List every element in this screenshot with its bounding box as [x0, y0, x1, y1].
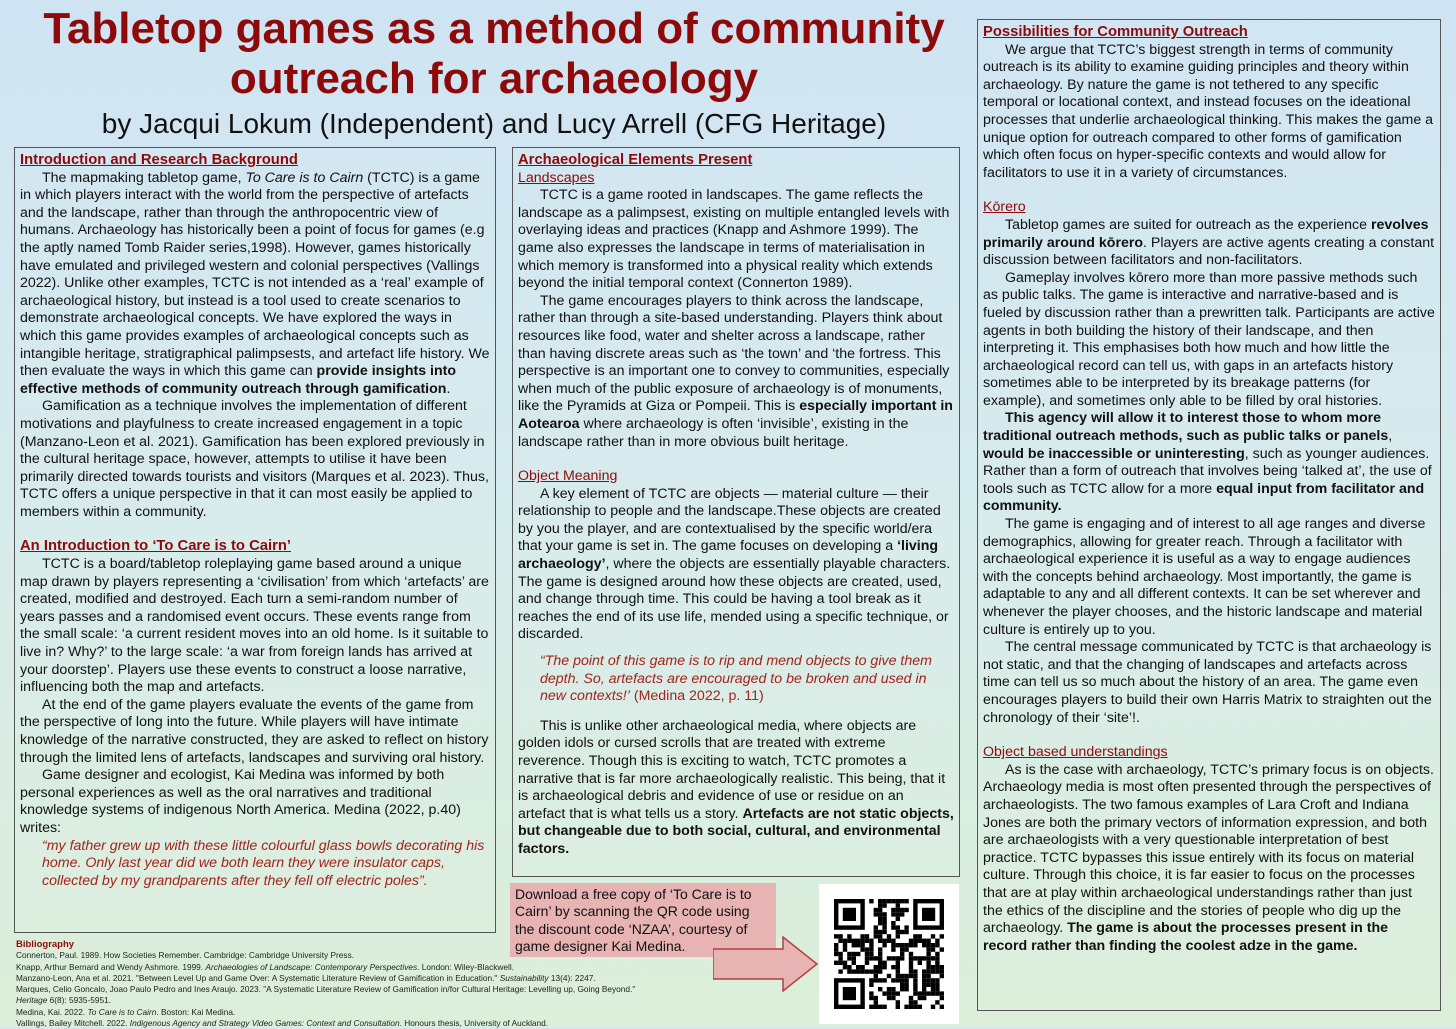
korero-paragraph-2: Gameplay involves kōrero more than more passive methods such as public talks. The game is interactive and narrative-based and is fueled by discussion rather than a prewritten talk. Participants are active agents in both building the history of their landscape, and then interpreting it. This emphasises both how much and how little the archaeological record can tell us, with gaps in an artefacts history sometimes able to be interpreted by its breakage patterns (for example), and sometimes only able to be filled by oral histories. [983, 269, 1435, 409]
tctc-intro-paragraph-3: Game designer and ecologist, Kai Medina was informed by both personal experiences as well as the oral narratives and traditional knowledge systems of indigenous North America. Medina (2022, p.40) writes: [20, 767, 461, 836]
poster-byline: by Jacqui Lokum (Independent) and Lucy Arrell (CFG Heritage) [101, 108, 887, 139]
korero-paragraph-1: Tabletop games are suited for outreach as the experience revolves primarily around kōrero. Players are active agents creating a constant discussion between facilitators and non-facilitators. [983, 216, 1435, 269]
korero-paragraph-5: The central message communicated by TCTC is that archaeology is not static, and that the changing of landscapes and artefacts across time can tell us so much about the history of an area. The game even encourages players to build their own Harris Matrix to straighten out the chronology of their ‘site’!. [983, 639, 1432, 726]
intro-paragraph-1: The mapmaking tabletop game, To Care is to Cairn (TCTC) is a game in which players interact with the world from the perspective of artefacts and the landscape, rather than through the anthropocentric view of humans. Archaeology has historically been a point of focus for games (e.g the aptly named Tomb Raider series,1998). However, games historically have emulated and privileged western and colonial perspectives (Vallings 2022). Unlike other examples, TCTC is not intended as a ‘real’ example of archaeological history, but instead is a tool used to create scenarios to demonstrate archaeological concepts. We have explored the ways in which this game provides examples of archaeological concepts such as intangible heritage, stratigraphical palimpsests, and artefact life history. We then evaluate the ways in which this game can provide insights into effective methods of community outreach through gamification. [20, 169, 490, 397]
landscapes-paragraph-2: The game encourages players to think across the landscape, rather than through a site-based understanding. Players think about resources like food, water and shelter across a landscape, rather than having discrete areas such as ‘the town’ and ‘the fortress. This perspective is an important one to convey to communities, especially when much of the public exposure of archaeology is of monuments, like the Pyramids at Giza or Pompeii. This is especially important in Aotearoa where archaeology is often ‘invisible’, existing in the landscape rather than in more obvious built heritage. [518, 292, 953, 450]
korero-heading: Kōrero [983, 199, 1026, 216]
object-understandings-heading: Object based understandings [983, 744, 1168, 761]
object-meaning-paragraph-2: This is unlike other archaeological media, where objects are golden idols or cursed scrolls that are treated with extreme reverence. Though this is exciting to watch, TCTC promotes a narrative that is far more archaeologically realistic. This being, that it is archaeological debris and evidence of use or residue on an artefact that is what tells us a story. Artefacts are not static objects, but changeable due to both social, cultural, and environmental factors. [518, 717, 954, 857]
intro-paragraph-2: Gamification as a technique involves the implementation of different motivations and playfulness to create increased engagement in a topic (Manzano-Leon et al. 2021). Gamification has been explored previously in the cultural heritage space, however, attempts to utilise it have been primarily directed towards tourists and visitors (Marques et al. 2023). Thus, TCTC offers a unique perspective in that it can most easily be applied to members within a community. [20, 398, 489, 520]
bibliography-entry: Manzano-Leon, Ana et al. 2021. "Between Level Up and Game Over: A Systematic Literature Review of Gamification in Education." Sustainability 13(4): 2247. [16, 972, 596, 983]
poster-title: Tabletop games as a method of community outreach for archaeology [43, 4, 945, 103]
bibliography-entry: Medina, Kai. 2022. To Care is to Cairn. Boston: Kai Medina. [16, 1006, 236, 1017]
tctc-intro-paragraph-1: TCTC is a board/tabletop roleplaying game based around a unique map drawn by players representing a ‘civilisation’ from which ‘artefacts’ are created, modified and destroyed. Each turn a semi-random number of years passes and a randomised event occurs. These events range from the small scale: ‘a current resident moves into an old home. Is it suitable to live in? Why?’ to the large scale: ‘a war from foreign lands has arrived at your doorstep’. Players use these events to construct a loose narrative, influencing both the map and artefacts. [20, 556, 489, 696]
outreach-panel [977, 19, 1441, 1011]
tctc-intro-paragraph-2: At the end of the game players evaluate the events of the game from the perspective of long into the future. While players will have intimate knowledge of the narrative constructed, they are asked to reflect on history through the limited lens of artefacts, landscapes and surviving oral history. [20, 696, 489, 766]
qr-code-icon[interactable] [819, 884, 959, 1024]
download-callout: Download a free copy of ‘To Care is to Cairn’ by scanning the QR code using the discount code ‘NZAA’, courtesy of game designer Kai Medina. [510, 883, 776, 957]
bibliography-heading: Bibliography [16, 939, 75, 950]
bibliography-entry: Connerton, Paul. 1989. How Societies Remember. Cambridge: Cambridge University Press. [16, 950, 355, 961]
outreach-heading: Possibilities for Community Outreach [983, 24, 1248, 40]
game-quote: “The point of this game is to rip and mend objects to give them depth. So, artefacts are encouraged to be broken and used in new contexts!’ (Medina 2022, p. 11) [540, 653, 932, 705]
medina-quote: “my father grew up with these little colourful glass bowls decorating his home. Only last year did we both learn they were insulator caps, collected by my grandparents after they fell off electric poles”. [42, 837, 485, 889]
intro-heading: Introduction and Research Background [20, 152, 298, 168]
object-meaning-heading: Object Meaning [518, 468, 618, 485]
object-meaning-paragraph-1: A key element of TCTC are objects — material culture — their relationship to people and the landscape.These objects are created by you the player, and are contextualised by the specific world/era that your game is set in. The game focuses on developing a ‘living archaeology’, where the objects are essentially playable characters. The game is designed around how these objects are created, used, and change through time. This could be having a tool break as it reaches the end of its use life, mended using a specific technique, or discarded. [518, 485, 951, 643]
tctc-intro-heading: An Introduction to ‘To Care is to Cairn’ [20, 538, 291, 555]
bibliography-entry: Vallings, Bailey Mitchell. 2022. Indigenous Agency and Strategy Video Games: Context and Consultation. Honours thesis, University of Auckland. [16, 1018, 549, 1029]
elements-panel [512, 147, 960, 877]
landscapes-paragraph-1: TCTC is a game rooted in landscapes. The game reflects the landscape as a palimpsest, existing on multiple entangled levels with overlaying ideas and practices (Knapp and Ashmore 1999). The game also expresses the landscape in terms of materialisation in which memory is transformed into a physical reality which extends beyond the initial temporal context (Connerton 1989). [518, 187, 950, 292]
landscapes-heading: Landscapes [518, 169, 595, 186]
korero-paragraph-4: The game is engaging and of interest to all age ranges and diverse demographics, allowing for greater reach. Through a facilitator with archaeological experience it is useful as a way to engage audiences with the concepts behind archaeology. Most importantly, the game is adaptable to any and all different contexts. It can be set wherever and whenever the player chooses, and the historic landscape and material culture is entirely up to you. [983, 516, 1426, 638]
bibliography-entry: Marques, Celio Goncalo, Joao Paulo Pedro and Ines Araujo. 2023. "A Systematic Literature Review of Gamification in/for Cultural Heritage: Levelling up, Going Beyond." Heritage 6(8): 5935-5951. [16, 984, 636, 1006]
outreach-paragraph-1: We argue that TCTC’s biggest strength in terms of community outreach is its ability to examine guiding principles and theory within archaeology. By nature the game is not tethered to any specific temporal or locational context, and instead focuses on the ideational processes that underlie archaeological thinking. This makes the game a unique option for outreach compared to other forms of gamification which often focus on hyper-specific contexts and would allow for facilitators to use it in a variety of circumstances. [983, 41, 1434, 181]
intro-panel [14, 147, 496, 933]
elements-heading: Archaeological Elements Present [518, 152, 753, 168]
bibliography-entry: Knapp, Arthur Bernard and Wendy Ashmore. 1999. Archaeologies of Landscape: Contemporary Perspectives. London: Wiley-Blackwell. [16, 961, 514, 972]
object-understandings-paragraph: As is the case with archaeology, TCTC’s primary focus is on objects. Archaeology media is most often presented through the perspectives of archaeologists. The two famous examples of Lara Croft and Indiana Jones are both the primary vectors of information expression, and both are archaeologists with a very questionable interpretation of best practice. TCTC bypasses this issue entirely with its focus on material culture. Through this choice, it is far easier to focus on the processes that are at play within archaeological understandings rather than just the ethics of the discipline and the stories of people who dig up the archaeology. The game is about the processes present in the record rather than finding the coolest adze in the game. [983, 761, 1434, 954]
arrow-right-icon [713, 935, 819, 993]
korero-paragraph-3: This agency will allow it to interest those to whom more traditional outreach methods, such as public talks or panels, would be inaccessible or uninteresting, such as younger audiences. Rather than a form of outreach that involves being ‘talked at’, the use of tools such as TCTC allow for a more equal input from facilitator and community. [983, 410, 1432, 515]
